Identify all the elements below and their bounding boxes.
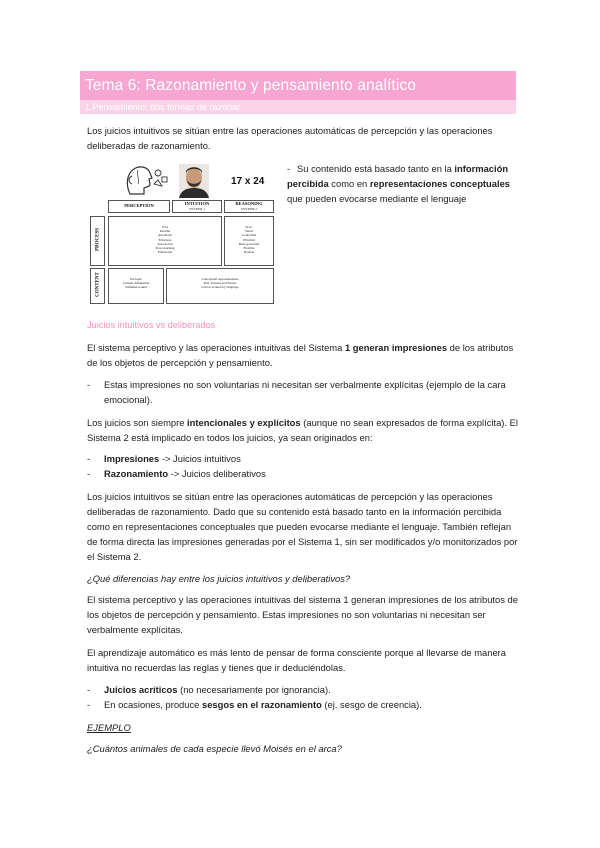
list-dash: - bbox=[87, 699, 91, 710]
page-title: Tema 6: Razonamiento y pensamiento analítico bbox=[80, 71, 516, 100]
paragraph-2: Los juicios son siempre intencionales y explícitos (aunque no sean expresados de forma explícita). El Sistema 2 está implicado en todos los juicios, ya sean originados en: bbox=[87, 417, 518, 443]
list-item-impresiones: Impresiones -> Juicios intuitivos bbox=[104, 453, 241, 464]
list-dash: - bbox=[87, 684, 91, 695]
list-dash: - bbox=[87, 468, 91, 479]
example-question: ¿Cuántos animales de cada especie llevó Moisés en el arca? bbox=[87, 743, 342, 754]
portrait-photo-icon bbox=[179, 164, 209, 198]
section-heading-juicios: Juicios intuitivos vs deliberados bbox=[87, 320, 216, 330]
list-dash: - bbox=[87, 453, 91, 464]
thinking-head-icon bbox=[124, 164, 172, 198]
bullet-dash: - bbox=[87, 379, 91, 390]
process-row-label: PROCESS bbox=[95, 227, 101, 252]
side-note-dash: - bbox=[287, 163, 291, 174]
figure-number: 17 x 24 bbox=[231, 176, 265, 187]
reasoning-traits: Slow Serial Controlled Effortful Rule-governed Flexible Neutral bbox=[238, 225, 260, 255]
conceptual-content: Conceptual representations Past, Present and Future Can be evoked by language bbox=[201, 277, 239, 290]
paragraph-4: El sistema perceptivo y las operaciones intuitivas del sistema 1 generan impresiones de los atributos de los objetos de percepción y pensamiento. Estas impresiones no son voluntarias ni necesitan ser verbalmente explícitas. bbox=[87, 594, 518, 635]
side-note: Su contenido está basado tanto en la información percibida como en representaciones conceptuales que pueden evocarse mediante el lenguaje bbox=[287, 163, 511, 204]
bullet-impresiones-no-voluntarias: Estas impresiones no son voluntarias ni necesitan ser verbalmente explícitas (ejemplo de la cara emocional). bbox=[104, 379, 506, 405]
section-subtitle: 1.Pensamiento: dos formas de razonar bbox=[80, 100, 516, 114]
intuition-label: INTUITION bbox=[184, 201, 210, 206]
content-row-label: CONTENT bbox=[95, 272, 101, 297]
list-item-sesgos: En ocasiones, produce sesgos en el razonamiento (ej. sesgo de creencia). bbox=[104, 699, 422, 710]
list-item-razonamiento: Razonamiento -> Juicios deliberativos bbox=[104, 468, 266, 479]
intuition-traits: Fast Parallel Automatic Effortless Associative Slow-learning Emotional bbox=[155, 225, 175, 255]
example-heading: EJEMPLO bbox=[87, 722, 131, 733]
paragraph-3: Los juicios intuitivos se sitúan entre las operaciones automáticas de percepción y las operaciones deliberadas de razonamiento. Dado que su contenido está basado tanto en la información percibida como en representaciones conceptuales que pueden evocarse mediante el lenguaje. También reflejan de forma directa las impresiones generadas por el Sistema 1, sin ser modificados y/o monitorizados por el Sistema 2. bbox=[87, 491, 518, 562]
list-item-juicios-acriticos: Juicios acríticos (no necesariamente por ignorancia). bbox=[104, 684, 331, 695]
dual-system-figure bbox=[86, 160, 281, 305]
question-diferencias: ¿Qué diferencias hay entre los juicios intuitivos y deliberativos? bbox=[87, 573, 351, 584]
paragraph-5: El aprendizaje automático es más lento de pensar de forma consciente porque al llevarse de manera intuitiva no recuerdas las reglas y tienes que ir deduciéndolas. bbox=[87, 647, 506, 673]
reasoning-label: REASONING bbox=[235, 201, 263, 206]
intuition-sublabel: SYSTEM 1 bbox=[189, 207, 205, 211]
reasoning-sublabel: SYSTEM 2 bbox=[241, 207, 257, 211]
paragraph-1: El sistema perceptivo y las operaciones intuitivas del Sistema 1 generan impresiones de los atributos de los objetos de percepción y pensamiento. bbox=[87, 342, 514, 368]
intro-paragraph: Los juicios intuitivos se sitúan entre las operaciones automáticas de percepción y las operaciones deliberadas de razonamiento. bbox=[87, 125, 493, 151]
perception-content: Percepts Current stimulation Stimulus-bound bbox=[122, 277, 150, 290]
perception-label: PERCEPTION bbox=[124, 203, 154, 208]
